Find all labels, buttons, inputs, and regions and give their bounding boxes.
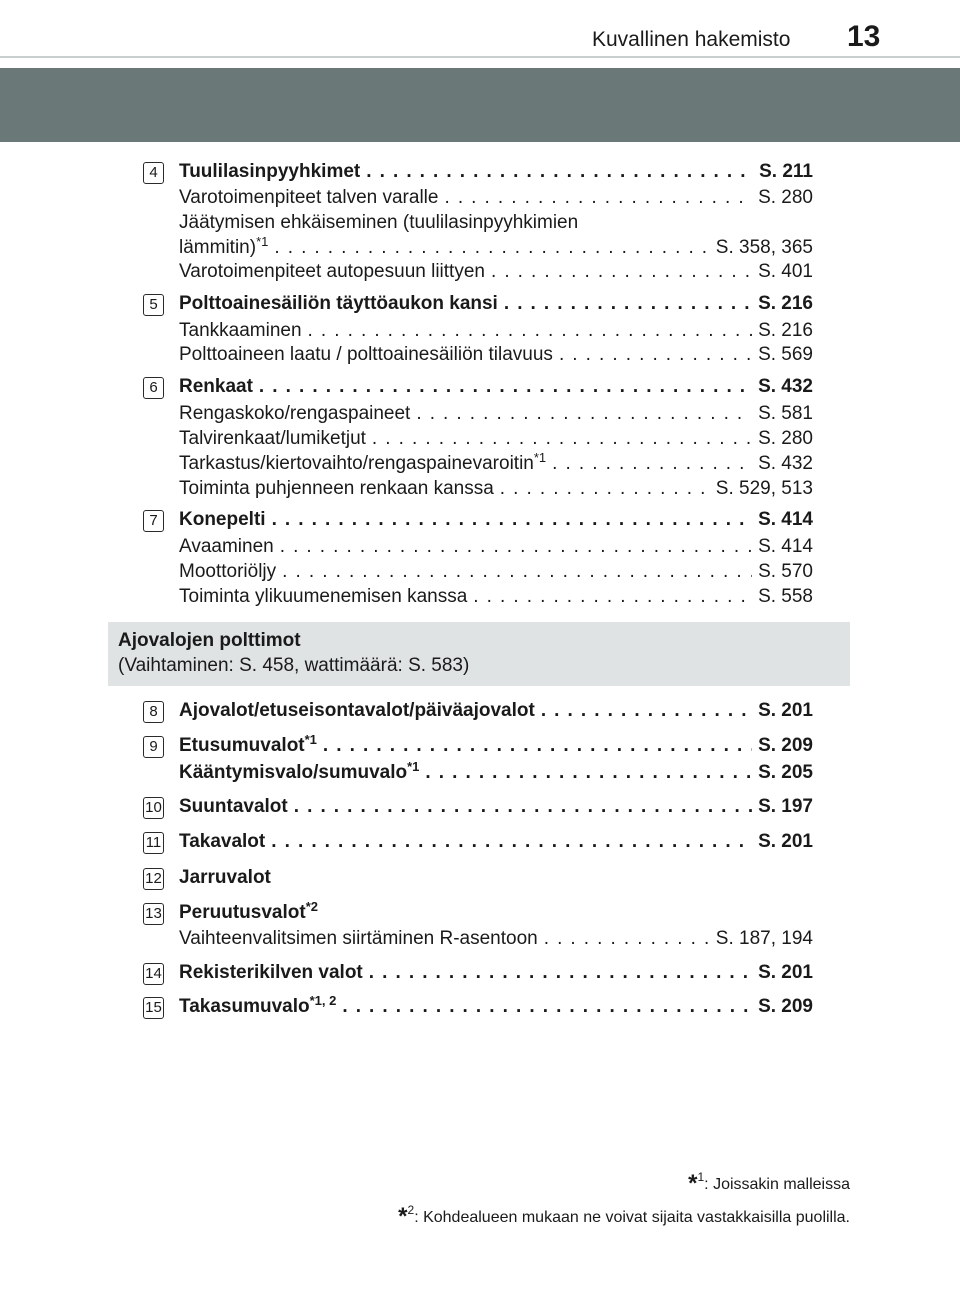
- callout-number: 14: [143, 963, 164, 985]
- entry-title-row: [179, 829, 813, 855]
- entry-title: Kääntymisvalo/sumuvalo: [179, 762, 408, 783]
- entry-title: Tuulilasinpyyhkimet: [179, 161, 361, 182]
- footnote-text: : Kohdealueen mukaan ne voivat sijaita vastakkaisilla puolilla.: [414, 1209, 850, 1226]
- entry-title-row: [179, 900, 813, 926]
- page-number: 13: [847, 20, 881, 53]
- page-ref: S. 209: [758, 735, 813, 756]
- footnote: *$^1$: Joissakin malleissa: [688, 1170, 850, 1197]
- footnote-star: *: [688, 1170, 698, 1197]
- page-ref: S. 414: [758, 509, 813, 530]
- entry-title-row: [179, 865, 813, 891]
- entry-title-row: [179, 698, 813, 724]
- page-ref: S. 414: [758, 536, 813, 557]
- entry-title: Takasumuvalo: [179, 996, 310, 1017]
- callout-number: 12: [143, 868, 164, 890]
- page-ref: S. 570: [758, 561, 813, 582]
- page-ref: S. 209: [758, 996, 813, 1017]
- page-ref: S. 569: [758, 344, 813, 365]
- page-ref: S. 201: [758, 962, 813, 983]
- page-ref: S. 201: [758, 700, 813, 721]
- entry-subitem: Polttoaineen laatu / polttoainesäiliön tilavuus . . . S. 569: [179, 342, 813, 368]
- page-ref: S. 432: [758, 376, 813, 397]
- page-ref: S. 529, 513: [715, 478, 813, 499]
- page-ref: S. 581: [758, 403, 813, 424]
- footnote-star: *: [398, 1203, 408, 1230]
- entry-title-row: [179, 760, 813, 786]
- entry-title: Rekisterikilven valot: [179, 962, 363, 983]
- section-title: Kuvallinen hakemisto: [592, 28, 791, 51]
- entry-title: Renkaat: [179, 376, 253, 397]
- entry-title: Ajovalot/etuseisontavalot/päiväajovalot: [179, 700, 535, 721]
- page-ref: S. 280: [758, 428, 813, 449]
- page-ref: S. 358, 365: [715, 237, 813, 258]
- page-ref: S. 432: [758, 453, 813, 474]
- footnote-marker: *1: [407, 759, 420, 774]
- entry-title: Suuntavalot: [179, 796, 288, 817]
- entry-subitem: Moottoriöljy . . . S. 570: [179, 559, 813, 585]
- footnote-marker: *1, 2: [309, 993, 337, 1008]
- callout-number: 6: [143, 377, 164, 399]
- page-ref: S. 558: [758, 586, 813, 607]
- entry-subitem: Vaihteenvalitsimen siirtäminen R-asentoon . . . S. 187, 194: [179, 926, 813, 952]
- callout-number: 9: [143, 736, 164, 758]
- entry-title-row: [179, 733, 813, 759]
- page-ref: S. 280: [758, 187, 813, 208]
- entry-subitem: Tarkastus/kiertovaihto/rengaspainevaroitin$^{*1}$ . . . S. 432: [179, 451, 813, 477]
- footnote-text: : Joissakin malleissa: [704, 1176, 850, 1193]
- page-ref: S. 216: [758, 320, 813, 341]
- callout-number: 7: [143, 510, 164, 532]
- entry-title: Polttoainesäiliön täyttöaukon kansi: [179, 293, 498, 314]
- entry-subitem: lämmitin)$^{*1}$ . . . S. 358, 365: [179, 235, 813, 261]
- entry-subitem: Toiminta ylikuumenemisen kanssa . . . S. 558: [179, 584, 813, 610]
- page-ref: S. 401: [758, 261, 813, 282]
- page-ref: S. 197: [758, 796, 813, 817]
- page-ref: S. 205: [758, 762, 813, 783]
- callout-number: 13: [143, 903, 164, 925]
- entry-subitem: Toiminta puhjenneen renkaan kanssa . . . S. 529, 513: [179, 476, 813, 502]
- entry-title-row: [179, 994, 813, 1020]
- entry-subitem: Talvirenkaat/lumiketjut . . . S. 280: [179, 426, 813, 452]
- callout-number: 5: [143, 294, 164, 316]
- footnote-marker: *1: [533, 450, 547, 465]
- entry-title-row: [179, 960, 813, 986]
- page-ref: S. 211: [759, 161, 813, 182]
- entry-subitem: Rengaskoko/rengaspaineet . . . S. 581: [179, 401, 813, 427]
- footnote-marker: *2: [305, 899, 318, 914]
- page-ref: S. 216: [758, 293, 813, 314]
- footnote: *$^2$: Kohdealueen mukaan ne voivat sijaita vastakkaisilla puolilla.: [398, 1203, 850, 1230]
- entry-subitem: Avaaminen . . . S. 414: [179, 534, 813, 560]
- entry-title: Jarruvalot: [179, 867, 271, 888]
- entry-subitem: Varotoimenpiteet talven varalle . . . S. 280: [179, 185, 813, 211]
- page-ref: S. 201: [758, 831, 813, 852]
- entry-subitem: Varotoimenpiteet autopesuun liittyen . . . S. 401: [179, 259, 813, 285]
- entry-title: Konepelti: [179, 509, 266, 530]
- callout-number: 15: [143, 997, 164, 1019]
- entry-title: Etusumuvalot: [179, 735, 305, 756]
- footnote-marker: *1: [304, 732, 317, 747]
- entry-title: Takavalot: [179, 831, 266, 852]
- page-ref: S. 187, 194: [715, 928, 813, 949]
- group-subtitle: (Vaihtaminen: S. 458, wattimäärä: S. 583): [118, 655, 470, 676]
- group-title: Ajovalojen polttimot: [118, 630, 301, 651]
- callout-number: 11: [143, 832, 164, 854]
- entry-title-row: [179, 794, 813, 820]
- callout-number: 4: [143, 162, 164, 184]
- entry-subitem: Tankkaaminen . . . S. 216: [179, 318, 813, 344]
- callout-number: 10: [143, 797, 164, 819]
- entry-title: Peruutusvalot: [179, 902, 306, 923]
- callout-number: 8: [143, 701, 164, 723]
- entry-subitem: Jäätymisen ehkäiseminen (tuulilasinpyyhkimien: [179, 212, 579, 233]
- footnote-marker: *1: [256, 234, 269, 249]
